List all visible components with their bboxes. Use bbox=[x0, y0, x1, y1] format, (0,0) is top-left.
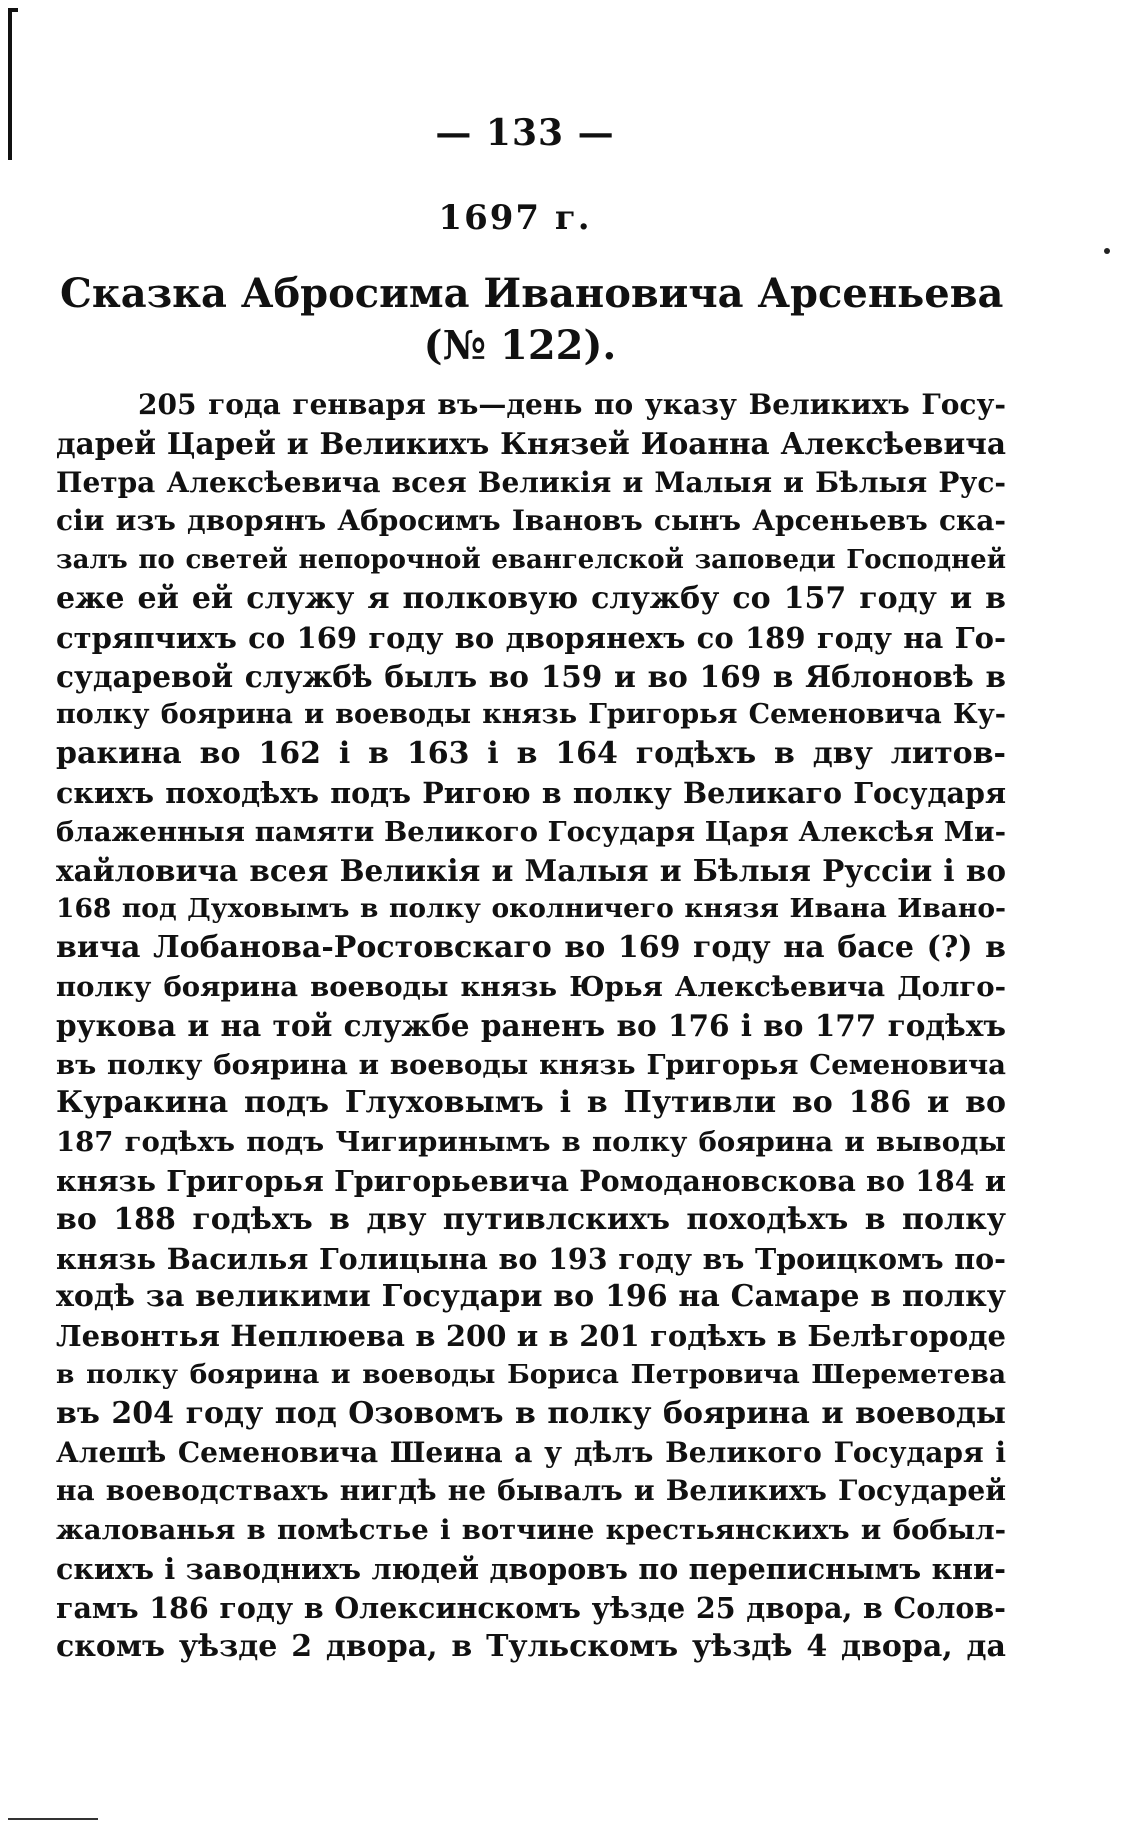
text-line: скихъ і заводнихъ людей дворовъ по переписнымъ кни- bbox=[56, 1551, 1006, 1586]
text-line: во 188 годѣхъ в дву путивлскихъ походѣхъ в полку bbox=[56, 1201, 1006, 1237]
page-number: — 133 — bbox=[435, 112, 615, 154]
text-line: блаженныя памяти Великого Государя Царя Алексѣя Ми- bbox=[56, 815, 1006, 848]
text-line: гамъ 186 году в Олексинскомъ уѣзде 25 двора, в Солов- bbox=[56, 1590, 1006, 1625]
text-line: на воеводствахъ нигдѣ не бывалъ и Великихъ Государей bbox=[56, 1474, 1006, 1508]
document-year: 1697 г. bbox=[438, 198, 592, 238]
text-line: 168 под Духовымъ в полку околничего князя Ивана Ивано- bbox=[56, 893, 1006, 925]
text-line: хайловича всея Великія и Малыя и Бѣлыя Руссіи і во bbox=[56, 852, 1006, 888]
document-title bbox=[60, 268, 1004, 372]
page-bottom-mark bbox=[8, 1818, 98, 1820]
text-line: жалованья в помѣстье і вотчине крестьянскихъ и бобыл- bbox=[56, 1514, 1006, 1547]
text-line: Петра Алексѣевича всея Великія и Малыя и Бѣлыя Рус- bbox=[56, 465, 1006, 499]
text-line: полку боярина воеводы князь Юрья Алексѣевича Долго- bbox=[56, 970, 1006, 1003]
text-line: сіи изъ дворянъ Абросимъ Івановъ сынъ Арсеньевъ ска- bbox=[56, 504, 1006, 538]
text-line: ракина во 162 і в 163 і в 164 годѣхъ в дву литов- bbox=[56, 736, 1006, 772]
text-line: сударевой службѣ былъ во 159 и во 169 в Яблоновѣ в bbox=[56, 658, 1006, 694]
text-line: залъ по светей непорочной евангелской заповеди Господней bbox=[56, 545, 1006, 576]
title-line: (№ 122). bbox=[423, 322, 617, 369]
text-line: скомъ уѣзде 2 двора, в Тульскомъ уѣздѣ 4 двора, да bbox=[56, 1628, 1006, 1664]
text-line: в полку боярина и воеводы Бориса Петровича Шереметева bbox=[56, 1358, 1006, 1390]
ink-dot bbox=[1104, 248, 1110, 254]
text-line: рукова и на той службе раненъ во 176 і во 177 годѣхъ bbox=[56, 1007, 1006, 1043]
text-line: скихъ походѣхъ подъ Ригою в полку Великаго Государя bbox=[56, 775, 1006, 810]
text-line: Куракина подъ Глуховымъ і в Путивли во 186 и во bbox=[56, 1085, 1006, 1121]
text-line: ходѣ за великими Государи во 196 на Самаре в полку bbox=[56, 1279, 1006, 1315]
text-line: стряпчихъ со 169 году во дворянехъ со 189 году на Го- bbox=[56, 620, 1006, 655]
text-line: князь Григорья Григорьевича Ромодановскова во 184 и bbox=[56, 1163, 1006, 1198]
text-line: Алешѣ Семеновича Шеина а у дѣлъ Великого Государя і bbox=[56, 1435, 1006, 1469]
text-line: Левонтья Неплюева в 200 и в 201 годѣхъ в Белѣгороде bbox=[56, 1319, 1006, 1354]
text-line: 205 года генваря въ—день по указу Великихъ Госу- bbox=[138, 388, 1006, 421]
body-text bbox=[56, 386, 1006, 1666]
text-line: 187 годѣхъ подъ Чигиринымъ в полку боярина и выводы bbox=[56, 1126, 1006, 1159]
text-line: еже ей ей служу я полковую службу со 157 году и в bbox=[56, 580, 1006, 616]
text-line: полку боярина и воеводы князь Григорья Семеновича Ку- bbox=[56, 699, 1006, 731]
title-line: Сказка Абросима Ивановича Арсеньева bbox=[60, 270, 1004, 317]
text-line: дарей Царей и Великихъ Князей Иоанна Алексѣевича bbox=[56, 425, 1006, 461]
text-line: князь Василья Голицына во 193 году въ Троицкомъ по- bbox=[56, 1241, 1006, 1276]
text-line: въ полку боярина и воеводы князь Григорья Семеновича bbox=[56, 1048, 1006, 1081]
text-line: вича Лобанова-Ростовскаго во 169 году на басе (?) в bbox=[56, 930, 1006, 966]
text-line: въ 204 году под Озовомъ в полку боярина и воеводы bbox=[56, 1395, 1006, 1431]
